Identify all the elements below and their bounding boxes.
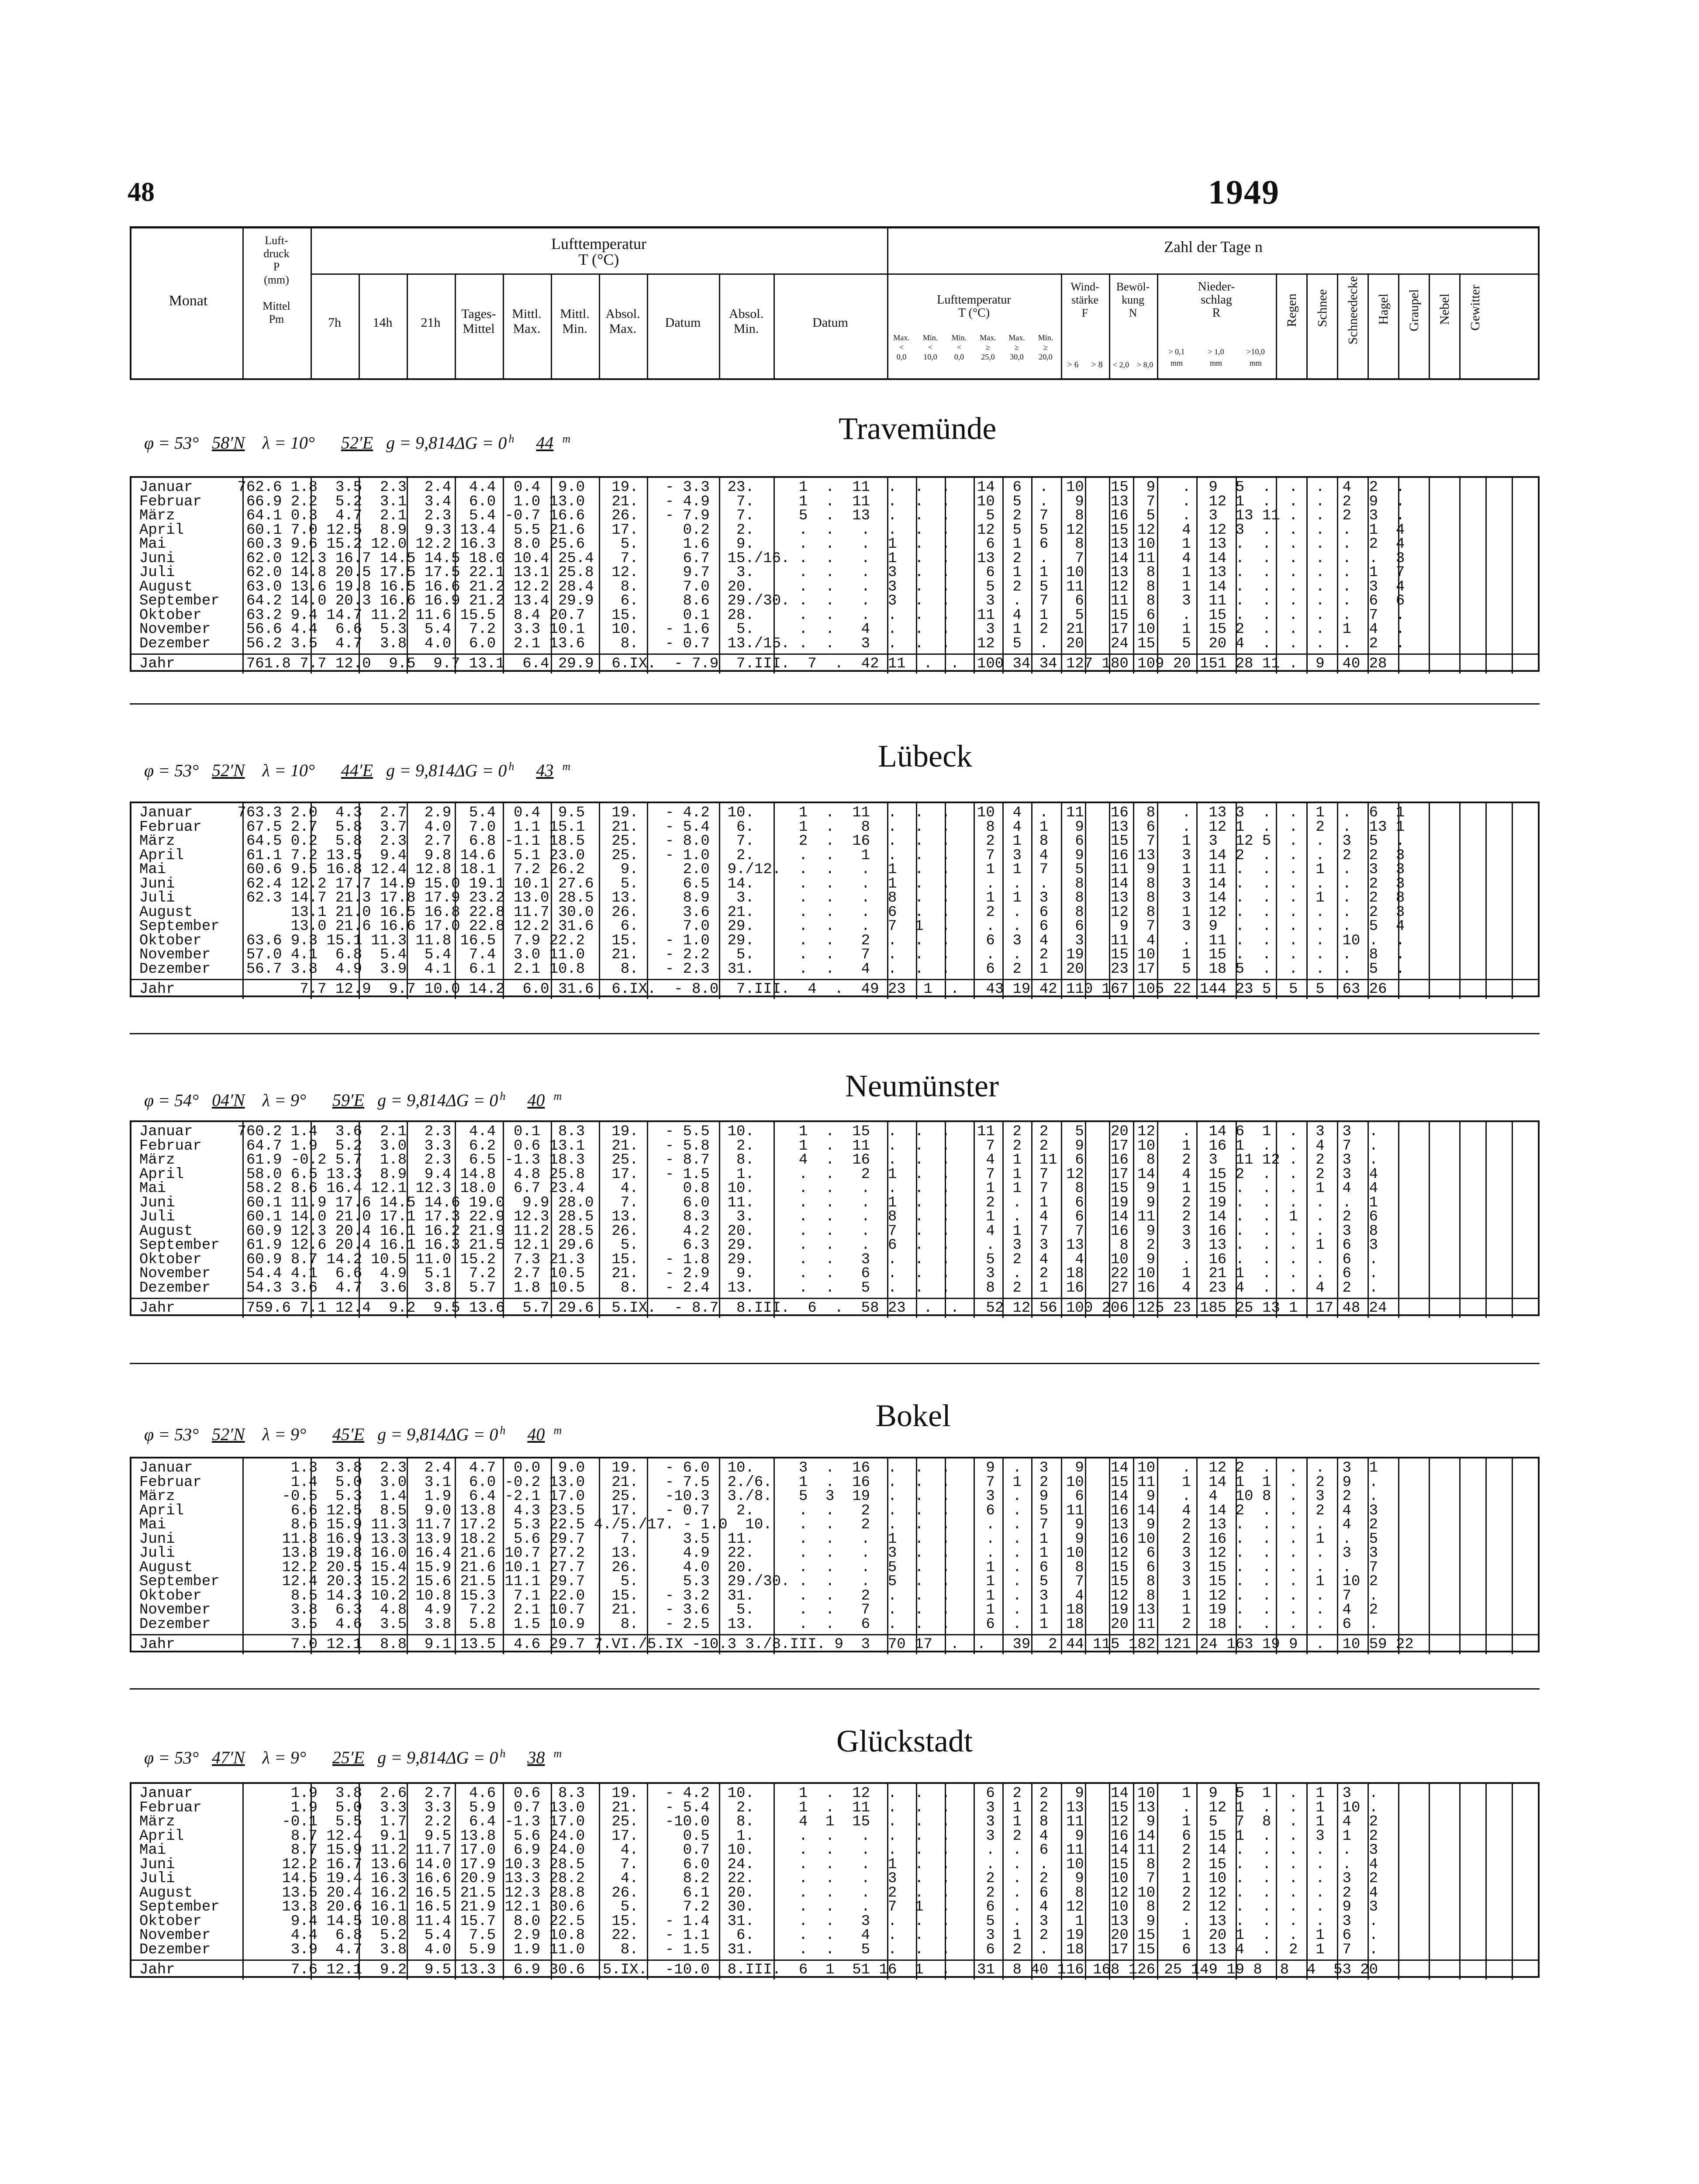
column-rule bbox=[1459, 803, 1461, 999]
table-row: Dezember 56.2 3.5 4.7 3.8 4.0 6.0 2.1 13.6 8. - 0.7 13./15. . . 3 . . . 12 5 . 20 24 15 5 20 4 . . . . 2 . bbox=[139, 635, 1405, 652]
table-row: Juni 62.0 12.3 16.7 14.5 14.5 18.0 10.4 25.4 7. 6.7 15./16. . . . 1 . . 13 2 . 7 14 11 4 14 . . . . . . 3 bbox=[139, 550, 1405, 567]
header-regen: Regen bbox=[1285, 294, 1299, 327]
coord-g: g = 9,814 bbox=[377, 1090, 446, 1110]
coord-phi-min: 52′N bbox=[212, 1424, 245, 1444]
header-monat: Monat bbox=[169, 293, 208, 309]
station-separator bbox=[130, 703, 1540, 705]
column-rule bbox=[1398, 1784, 1399, 1980]
column-rule bbox=[1459, 478, 1461, 674]
table-row: März 64.1 0.3 4.7 2.1 2.3 5.4 -0.7 16.6 26. - 7.9 7. 5 . 13 . . . 5 2 7 8 16 5 . 3 13 11 . . 2 3 . bbox=[139, 508, 1405, 524]
year-total-row bbox=[131, 1634, 1538, 1654]
header-zahl-der-tage: Zahl der Tage n bbox=[1164, 238, 1263, 256]
coord-lambda: λ = 9° bbox=[262, 1090, 306, 1110]
coord-m-unit: m bbox=[562, 432, 571, 445]
table-row: März -0.5 5.3 1.4 1.9 6.4 -2.1 17.0 25. -10.3 3./8. 5 3 19 . . . 3 . 9 6 14 9 . 4 10 8 . 3 2 . bbox=[139, 1488, 1378, 1505]
header-nied-01: > 0,1 mm bbox=[1168, 347, 1185, 367]
header-datum-min: Datum bbox=[812, 315, 848, 330]
year-total-text: Jahr 7.7 12.9 9.7 10.0 14.2 6.0 31.6 6.IX. - 8.0 7.III. 4 . 49 23 1 . 43 19 42 110 167 105 22 144 23 5 5 5 63 26 bbox=[139, 981, 1387, 998]
header-schneedecke: Schneedecke bbox=[1346, 276, 1360, 345]
coord-lambda-min: 25′E bbox=[332, 1748, 365, 1768]
table-row: April 58.0 6.5 13.3 8.9 9.4 14.8 4.8 25.8 17. - 1.5 1. . . 2 1 . . 7 1 7 12 17 14 4 15 2 . . 2 3 4 bbox=[139, 1166, 1378, 1183]
header-7h: 7h bbox=[328, 315, 341, 330]
column-rule bbox=[1512, 1784, 1513, 1980]
column-rule bbox=[1485, 1122, 1487, 1318]
table-row: April 6.6 12.5 8.5 9.0 13.8 4.3 23.5 17. - 0.7 2. . . 2 . . . 6 . 5 11 16 14 4 14 2 . . 2 4 3 bbox=[139, 1502, 1378, 1519]
year-total-text: Jahr 759.6 7.1 12.4 9.2 9.5 13.6 5.7 29.6 5.IX. - 8.7 8.III. 6 . 58 23 . . 52 12 56 100 206 125 23 185 25 13 1 17 48 24 bbox=[139, 1300, 1387, 1317]
table-row: Oktober 8.5 14.3 10.2 10.8 15.3 7.1 22.0 15. - 3.2 31. . . 2 . . . 1 . 3 4 12 8 1 12 . . . . 7 . bbox=[139, 1587, 1378, 1604]
station-separator bbox=[130, 1688, 1540, 1690]
header-lt-sub-3: Min. < 0,0 bbox=[951, 333, 967, 361]
coord-h-unit: h bbox=[508, 760, 515, 773]
table-row: Juli 62.3 14.7 21.3 17.8 17.9 23.2 13.0 28.5 13. 8.9 3. . . . 8 . . 1 1 3 8 13 8 3 14 . . . 1 . 2 8 bbox=[139, 890, 1405, 906]
table-row: Februar 1.4 5.0 3.0 3.1 6.0 -0.2 13.0 21. - 7.5 2./6. 1 . 16 . . . 7 1 2 10 15 11 1 14 1 1 . 2 9 . bbox=[139, 1474, 1378, 1491]
coord-h-unit: h bbox=[500, 1424, 506, 1437]
table-row: September 61.9 12.6 20.4 16.1 16.3 21.5 12.1 29.6 5. 6.3 29. . . . 6 . . . 3 3 13 8 2 3 13 . . . 1 6 3 bbox=[139, 1237, 1378, 1254]
header-bew-low: < 2,0 bbox=[1112, 360, 1129, 369]
header-14h: 14h bbox=[373, 315, 393, 330]
table-row: Juli 62.0 14.8 20.5 17.5 17.5 22.1 13.1 25.8 12. 9.7 3. . . . 3 . . 6 1 1 10 13 8 1 13 . . . . . 1 7 bbox=[139, 564, 1405, 581]
table-row: November 56.6 4.4 6.6 5.3 5.4 7.2 3.3 10.1 10. - 1.6 5. . . 4 . . . 3 1 2 21 17 10 1 15 2 . . . 1 4 . bbox=[139, 621, 1405, 638]
table-row: Oktober 63.6 9.3 15.1 11.3 11.8 16.5 7.9 22.2 15. - 1.0 29. . . 2 . . . 6 3 4 3 11 4 . 11 . . . . 10 . . bbox=[139, 932, 1405, 949]
coord-phi: φ = 53° bbox=[144, 1748, 199, 1768]
table-row: Januar 760.2 1.4 3.6 2.1 2.3 4.4 0.1 8.3 19. - 5.5 10. 1 . 15 . . . 11 2 2 5 20 12 . 14 6 1 . 3 3 . bbox=[139, 1123, 1378, 1140]
station-rows bbox=[139, 1461, 1378, 1631]
coord-height: 40 bbox=[527, 1090, 545, 1110]
station-table bbox=[130, 1457, 1540, 1652]
header-lufttemperatur: Lufttemperatur T (°C) bbox=[551, 235, 646, 268]
year-total-row bbox=[131, 979, 1538, 999]
header-niederschlag: Nieder- schlag R bbox=[1198, 280, 1235, 320]
table-row: Oktober 63.2 9.4 14.7 11.2 11.6 15.5 8.4 20.7 15. 0.1 28. . . . . . . 11 4 1 5 15 6 . 15 . . . . . 7 . bbox=[139, 607, 1405, 624]
table-row: März 61.9 -0.2 5.7 1.8 2.3 6.5 -1.3 18.3 25. - 8.7 8. 4 . 16 . . . 4 1 11 6 16 8 2 3 11 12 . 2 3 . bbox=[139, 1152, 1378, 1168]
column-rule bbox=[1398, 1122, 1399, 1318]
header-lt-sub-4: Max. ≥ 25,0 bbox=[980, 333, 996, 361]
header-21h: 21h bbox=[421, 315, 441, 330]
table-row: April 8.7 12.4 9.1 9.5 13.8 5.6 24.0 17. 0.5 1. . . . . . . 3 2 4 9 16 14 6 15 1 . . 3 1 2 bbox=[139, 1828, 1378, 1845]
table-row: September 64.2 14.0 20.3 16.6 16.9 21.2 13.4 29.9 6. 8.6 29./30. . . . 3 . . 3 . 7 6 11 8 3 11 . . . . . 6 6 bbox=[139, 593, 1405, 609]
station-rows bbox=[139, 480, 1405, 651]
column-rule bbox=[1398, 1458, 1399, 1654]
year-total-row bbox=[131, 1959, 1538, 1979]
coord-delta-g: ΔG = 0 bbox=[455, 433, 507, 453]
station-name: Glückstadt bbox=[836, 1724, 973, 1759]
column-rule bbox=[1485, 803, 1487, 999]
coord-g: g = 9,814 bbox=[386, 760, 455, 781]
coord-m-unit: m bbox=[562, 760, 571, 773]
table-row: Mai 58.2 8.6 16.4 12.1 12.3 18.0 6.7 23.4 4. 0.8 10. . . . . . . 1 1 7 8 15 9 1 15 . . . 1 4 4 bbox=[139, 1180, 1378, 1197]
table-row: September 13.3 20.6 16.1 16.5 21.9 12.1 30.6 5. 7.2 30. . . . 7 1 . 6 . 4 12 10 8 2 12 . . . . 9 3 bbox=[139, 1899, 1378, 1915]
header-graupel: Graupel bbox=[1407, 289, 1421, 332]
header-lt-sub-5: Max. ≥ 30,0 bbox=[1008, 333, 1025, 361]
header-nied-10: > 1,0 mm bbox=[1208, 347, 1224, 367]
coord-phi: φ = 53° bbox=[144, 760, 199, 781]
year-total-text: Jahr 761.8 7.7 12.0 9.5 9.7 13.1 6.4 29.9 6.IX. - 7.9 7.III. 7 . 42 11 . . 100 34 34 127 180 109 20 151 28 11 . 9 40 28 bbox=[139, 656, 1387, 672]
station-coordinates bbox=[144, 1747, 562, 1768]
coord-phi-min: 58′N bbox=[212, 433, 245, 453]
station-rows bbox=[139, 1787, 1378, 1957]
table-row: Oktober 60.9 8.7 14.2 10.5 11.0 15.2 7.3 21.3 15. - 1.8 29. . . 3 . . . 5 2 4 4 10 9 . 16 . . . . 6 . bbox=[139, 1251, 1378, 1268]
station-coordinates bbox=[144, 432, 570, 453]
station-name: Lübeck bbox=[878, 739, 972, 774]
table-row: September 13.0 21.6 16.6 17.0 22.8 12.2 31.6 6. 7.0 29. . . . 7 1 . . . 6 6 9 7 3 9 . . . . . 5 4 bbox=[139, 918, 1405, 935]
header-wind: Wind- stärke F bbox=[1071, 280, 1099, 319]
table-row: Februar 64.7 1.9 5.2 3.0 3.3 6.2 0.6 13.1 21. - 5.8 2. 1 . 11 . . . 7 2 2 9 17 10 1 16 1 . . 4 7 . bbox=[139, 1137, 1378, 1154]
coord-phi: φ = 53° bbox=[144, 1424, 199, 1444]
table-row: August 13.5 20.4 16.2 16.5 21.5 12.3 28.8 26. 6.1 20. . . . 2 . . 2 . 6 8 12 10 2 12 . . . . 2 4 bbox=[139, 1884, 1378, 1901]
coord-m-unit: m bbox=[553, 1747, 562, 1760]
column-rule bbox=[1485, 478, 1487, 674]
table-row: November 54.4 4.1 6.6 4.9 5.1 7.2 2.7 10.5 21. - 2.9 9. . . 6 . . . 3 . 2 18 22 10 1 21 1 . . . 6 . bbox=[139, 1265, 1378, 1282]
year-total-text: Jahr 7.0 12.1 8.8 9.1 13.5 4.6 29.7 7.VI./5.IX -10.3 3./8.III. 9 3 70 17 . . 39 2 44 115 182 121 24 163 19 9 . 10 59 22 bbox=[139, 1636, 1414, 1653]
table-row: April 60.1 7.0 12.5 8.9 9.3 13.4 5.5 21.6 17. 0.2 2. . . . . . . 12 5 5 12 15 12 4 12 3 . . . . 1 4 bbox=[139, 522, 1405, 539]
coord-g: g = 9,814 bbox=[377, 1748, 446, 1768]
header-absol-min: Absol. Min. bbox=[729, 307, 764, 336]
station-coordinates bbox=[144, 760, 570, 781]
coord-lambda-min: 59′E bbox=[332, 1090, 365, 1110]
table-header bbox=[130, 228, 1540, 380]
coord-lambda-min: 52′E bbox=[341, 433, 373, 453]
coord-h-unit: h bbox=[500, 1090, 506, 1102]
station-coordinates bbox=[144, 1090, 562, 1110]
table-row: Juni 11.8 16.9 13.3 13.9 18.2 5.6 29.7 7. 3.5 11. . . . 1 . . . . 1 9 16 10 2 16 . . . 1 . 5 bbox=[139, 1531, 1378, 1548]
table-row: Januar 1.3 3.8 2.3 2.4 4.7 0.0 9.0 19. - 6.0 10. 3 . 16 . . . 9 . 3 9 14 10 . 12 2 . . . 3 1 bbox=[139, 1460, 1378, 1476]
table-row: August 13.1 21.0 16.5 16.8 22.8 11.7 30.0 26. 3.6 21. . . . 6 . . 2 . 6 8 12 8 1 12 . . . . . 2 3 bbox=[139, 904, 1405, 921]
coord-height: 40 bbox=[527, 1424, 545, 1444]
station-table bbox=[130, 476, 1540, 672]
header-wind-6: > 6 bbox=[1067, 360, 1079, 370]
table-row: März 64.5 0.2 5.8 2.3 2.7 6.8 -1.1 18.5 25. - 8.0 7. 2 . 16 . . . 2 1 8 6 15 7 1 3 12 5 . . 3 5 . bbox=[139, 833, 1405, 850]
table-row: Februar 1.9 5.0 3.3 3.3 5.9 0.7 13.0 21. - 5.4 2. 1 . 11 . . . 3 1 2 13 15 13 . 12 1 . . 1 10 . bbox=[139, 1799, 1378, 1816]
table-row: Januar 763.3 2.0 4.3 2.7 2.9 5.4 0.4 9.5 19. - 4.2 10. 1 . 11 . . . 10 4 . 11 16 8 . 13 3 . . 1 . 6 1 bbox=[139, 805, 1405, 821]
coord-height: 43 bbox=[536, 760, 554, 781]
header-gewitter: Gewitter bbox=[1468, 285, 1482, 331]
table-row: Dezember 54.3 3.6 4.7 3.6 3.8 5.7 1.8 10.5 8. - 2.4 13. . . 5 . . . 8 2 1 16 27 16 4 23 4 . . 4 2 . bbox=[139, 1279, 1378, 1296]
table-row: Februar 67.5 2.7 5.8 3.7 4.0 7.0 1.1 15.1 21. - 5.4 6. 1 . 8 . . . 8 4 1 9 13 6 . 12 1 . . 2 . 13 1 bbox=[139, 819, 1405, 836]
station-coordinates bbox=[144, 1424, 562, 1444]
header-nied-100: >10,0 mm bbox=[1247, 347, 1265, 367]
table-row: Mai 8.6 15.9 11.3 11.7 17.2 5.3 22.5 4./5./17. - 1.0 10. . . 2 . . . . . 7 9 13 9 2 13 . . . . 4 2 bbox=[139, 1517, 1378, 1533]
table-row: Mai 8.7 15.9 11.2 11.7 17.0 6.9 24.0 4. 0.7 10. . . . . . . . . 6 11 14 11 2 14 . . . . . 3 bbox=[139, 1842, 1378, 1859]
station-table bbox=[130, 1120, 1540, 1316]
coord-g: g = 9,814 bbox=[377, 1424, 446, 1444]
table-row: August 60.9 12.3 20.4 16.1 16.2 21.9 11.2 28.5 26. 4.2 20. . . . 7 . . 4 1 7 7 16 9 3 16 . . . . 3 8 bbox=[139, 1223, 1378, 1240]
coord-h-unit: h bbox=[508, 432, 515, 445]
coord-phi-min: 04′N bbox=[212, 1090, 245, 1110]
table-row: Juni 12.2 16.7 13.6 14.0 17.9 10.3 28.5 7. 6.0 24. . . . 1 . . . . . 10 15 8 2 15 . . . . . 4 bbox=[139, 1856, 1378, 1873]
coord-lambda-min: 44′E bbox=[341, 760, 373, 781]
header-datum-max: Datum bbox=[665, 315, 701, 330]
table-row: November 3.8 6.3 4.8 4.9 7.2 2.1 10.7 21. - 3.6 5. . . 7 . . . 1 . 1 18 19 13 1 19 . . . . 4 2 bbox=[139, 1602, 1378, 1618]
header-nebel: Nebel bbox=[1437, 294, 1452, 325]
column-rule bbox=[1429, 1458, 1430, 1654]
header-lt-sub-6: Min. ≥ 20,0 bbox=[1038, 333, 1053, 361]
table-row: Juli 13.8 19.8 16.0 16.4 21.6 10.7 27.2 13. 4.9 22. . . . 3 . . . . 1 10 12 6 3 12 . . . . 3 3 bbox=[139, 1545, 1378, 1562]
station-separator bbox=[130, 1033, 1540, 1034]
header-hagel: Hagel bbox=[1376, 294, 1391, 325]
column-rule bbox=[1429, 803, 1430, 999]
table-row: August 63.0 13.6 19.8 16.5 16.6 21.2 12.2 28.4 8. 7.0 20. . . . 3 . . 5 2 5 11 12 8 1 14 . . . . . 3 4 bbox=[139, 578, 1405, 595]
header-lt-sub-1: Max. < 0,0 bbox=[893, 333, 910, 361]
table-row: Mai 60.3 9.6 15.2 12.0 12.2 16.3 8.0 25.6 5. 1.6 9. . . . 1 . . 6 1 6 8 13 10 1 13 . . . . . 2 4 bbox=[139, 536, 1405, 553]
coord-phi-min: 47′N bbox=[212, 1748, 245, 1768]
column-rule bbox=[1512, 478, 1513, 674]
table-row: Dezember 3.5 4.6 3.5 3.8 5.8 1.5 10.9 8. - 2.5 13. . . 6 . . . 6 . 1 18 20 11 2 18 . . . . 6 . bbox=[139, 1616, 1378, 1633]
table-row: November 4.4 6.8 5.2 5.4 7.5 2.9 10.8 22. - 1.1 6. . . 4 . . . 3 1 2 19 20 15 1 20 1 . . 1 6 . bbox=[139, 1927, 1378, 1944]
table-row: November 57.0 4.1 6.8 5.4 5.4 7.4 3.0 11.0 21. - 2.2 5. . . 7 . . . . . 2 19 15 10 1 15 . . . . . 8 . bbox=[139, 947, 1405, 963]
coord-m-unit: m bbox=[553, 1424, 562, 1437]
coord-height: 44 bbox=[536, 433, 554, 453]
page-number: 48 bbox=[128, 177, 155, 207]
column-rule bbox=[1512, 803, 1513, 999]
column-rule bbox=[1485, 1784, 1487, 1980]
coord-g: g = 9,814 bbox=[386, 433, 455, 453]
column-rule bbox=[1459, 1122, 1461, 1318]
coord-phi: φ = 53° bbox=[144, 433, 199, 453]
coord-phi-min: 52′N bbox=[212, 760, 245, 781]
header-wind-8: > 8 bbox=[1091, 360, 1103, 370]
table-row: Dezember 3.9 4.7 3.8 4.0 5.9 1.9 11.0 8. - 1.5 31. . . 5 . . . 6 2 . 18 17 15 6 13 4 . 2 1 7 . bbox=[139, 1941, 1378, 1958]
header-lt-sub-2: Min. < 10,0 bbox=[922, 333, 938, 361]
column-rule bbox=[1459, 1784, 1461, 1980]
coord-delta-g: ΔG = 0 bbox=[446, 1748, 498, 1768]
column-rule bbox=[1485, 1458, 1487, 1654]
column-rule bbox=[1429, 1784, 1430, 1980]
station-name: Travemünde bbox=[839, 411, 997, 446]
table-row: Juli 60.1 14.0 21.0 17.1 17.3 22.9 12.3 28.5 13. 8.3 3. . . . 8 . . 1 . 4 6 14 11 2 14 . . 1 . 2 6 bbox=[139, 1209, 1378, 1225]
coord-lambda: λ = 9° bbox=[262, 1424, 306, 1444]
column-rule bbox=[1512, 1122, 1513, 1318]
table-row: August 12.2 20.5 15.4 15.9 21.6 10.1 27.7 26. 4.0 20. . . . 5 . . 1 . 6 8 15 6 3 15 . . . . . 7 bbox=[139, 1559, 1378, 1576]
table-row: Juni 62.4 12.2 17.7 14.9 15.0 19.1 10.1 27.6 5. 6.5 14. . . . 1 . . . . . 8 14 8 3 14 . . . . . 2 3 bbox=[139, 875, 1405, 892]
header-mittl-max: Mittl. Max. bbox=[512, 307, 542, 336]
table-row: September 12.4 20.3 15.2 15.6 21.5 11.1 29.7 5. 5.3 29./30. . . . 5 . . 1 . 5 7 15 8 3 15 . . . 1 10 2 bbox=[139, 1573, 1378, 1590]
year-heading: 1949 bbox=[1208, 173, 1280, 211]
station-table bbox=[130, 802, 1540, 997]
coord-lambda-min: 45′E bbox=[332, 1424, 365, 1444]
column-rule bbox=[1512, 1458, 1513, 1654]
header-absol-max: Absol. Max. bbox=[605, 307, 640, 336]
header-mittl-min: Mittl. Min. bbox=[560, 307, 590, 336]
header-schnee: Schnee bbox=[1315, 289, 1330, 327]
coord-m-unit: m bbox=[553, 1090, 562, 1102]
station-separator bbox=[130, 1363, 1540, 1364]
coord-delta-g: ΔG = 0 bbox=[455, 760, 507, 781]
station-name: Neumünster bbox=[845, 1068, 999, 1103]
header-lt-days: Lufttemperatur T (°C) bbox=[937, 293, 1011, 320]
column-rule bbox=[1429, 478, 1430, 674]
station-table bbox=[130, 1782, 1540, 1978]
table-row: Oktober 9.4 14.5 10.8 11.4 15.7 8.0 22.5 15. - 1.4 31. . . 3 . . . 5 . 3 1 13 9 . 13 . . . . 3 . bbox=[139, 1913, 1378, 1930]
coord-h-unit: h bbox=[500, 1747, 506, 1760]
station-rows bbox=[139, 806, 1405, 976]
table-row: Juli 14.5 19.4 16.3 16.6 20.9 13.3 28.2 4. 8.2 22. . . . 3 . . 2 . 2 9 10 7 1 10 . . . . 3 2 bbox=[139, 1870, 1378, 1887]
station-name: Bokel bbox=[876, 1398, 951, 1433]
table-row: Januar 1.9 3.8 2.6 2.7 4.6 0.6 8.3 19. - 4.2 10. 1 . 12 . . . 6 2 2 9 14 10 1 9 5 1 . 1 3 . bbox=[139, 1785, 1378, 1802]
column-rule bbox=[1429, 1122, 1430, 1318]
header-bewoelkung: Bewöl- kung N bbox=[1116, 280, 1150, 319]
header-luftdruck: Luft- druck P (mm) Mittel Pm bbox=[262, 234, 290, 325]
year-total-row bbox=[131, 1298, 1538, 1317]
column-rule bbox=[1459, 1458, 1461, 1654]
coord-height: 38 bbox=[527, 1748, 545, 1768]
table-row: Februar 66.9 2.2 5.2 3.1 3.4 6.0 1.0 13.0 21. - 4.9 7. 1 . 11 . . . 10 5 . 9 13 7 . 12 1 . . . 2 9 . bbox=[139, 493, 1405, 510]
year-total-text: Jahr 7.6 12.1 9.2 9.5 13.3 6.9 30.6 5.IX. -10.0 8.III. 6 1 51 16 1 . 31 8 40 116 168 126 25 149 19 8 8 4 53 20 bbox=[139, 1962, 1378, 1978]
table-row: Juni 60.1 11.9 17.6 14.5 14.6 19.0 9.9 28.0 7. 6.0 11. . . . 1 . . 2 . 1 6 19 9 2 19 . . . . . 1 bbox=[139, 1194, 1378, 1211]
header-bew-high: > 8,0 bbox=[1136, 360, 1153, 369]
table-row: April 61.1 7.2 13.5 9.4 9.8 14.6 5.1 23.0 25. - 1.0 2. . . 1 . . . 7 3 4 9 16 13 3 14 2 . . . 2 2 3 bbox=[139, 847, 1405, 864]
header-tagesmittel: Tages- Mittel bbox=[461, 307, 496, 336]
coord-delta-g: ΔG = 0 bbox=[446, 1090, 498, 1110]
table-row: Dezember 56.7 3.8 4.9 3.9 4.1 6.1 2.1 10.8 8. - 2.3 31. . . 4 . . . 6 2 1 20 23 17 5 18 5 . . . . 5 . bbox=[139, 961, 1405, 978]
station-rows bbox=[139, 1125, 1378, 1295]
coord-delta-g: ΔG = 0 bbox=[446, 1424, 498, 1444]
table-row: Mai 60.6 9.5 16.8 12.4 12.8 18.1 7.2 26.2 9. 2.0 9./12. . . . 1 . . 1 1 7 5 11 9 1 11 . . . 1 . 3 3 bbox=[139, 861, 1405, 878]
coord-lambda: λ = 10° bbox=[262, 433, 315, 453]
coord-lambda: λ = 9° bbox=[262, 1748, 306, 1768]
coord-lambda: λ = 10° bbox=[262, 760, 315, 781]
coord-phi: φ = 54° bbox=[144, 1090, 199, 1110]
table-row: März -0.1 5.5 1.7 2.2 6.4 -1.3 17.0 25. -10.0 8. 4 1 15 . . . 3 1 8 11 12 9 1 5 7 8 . 1 4 2 bbox=[139, 1814, 1378, 1830]
table-row: Januar 762.6 1.8 3.5 2.3 2.4 4.4 0.4 9.0 19. - 3.3 23. 1 . 11 . . . 14 6 . 10 15 9 . 9 5 . . . 4 2 . bbox=[139, 479, 1405, 496]
year-total-row bbox=[131, 653, 1538, 673]
